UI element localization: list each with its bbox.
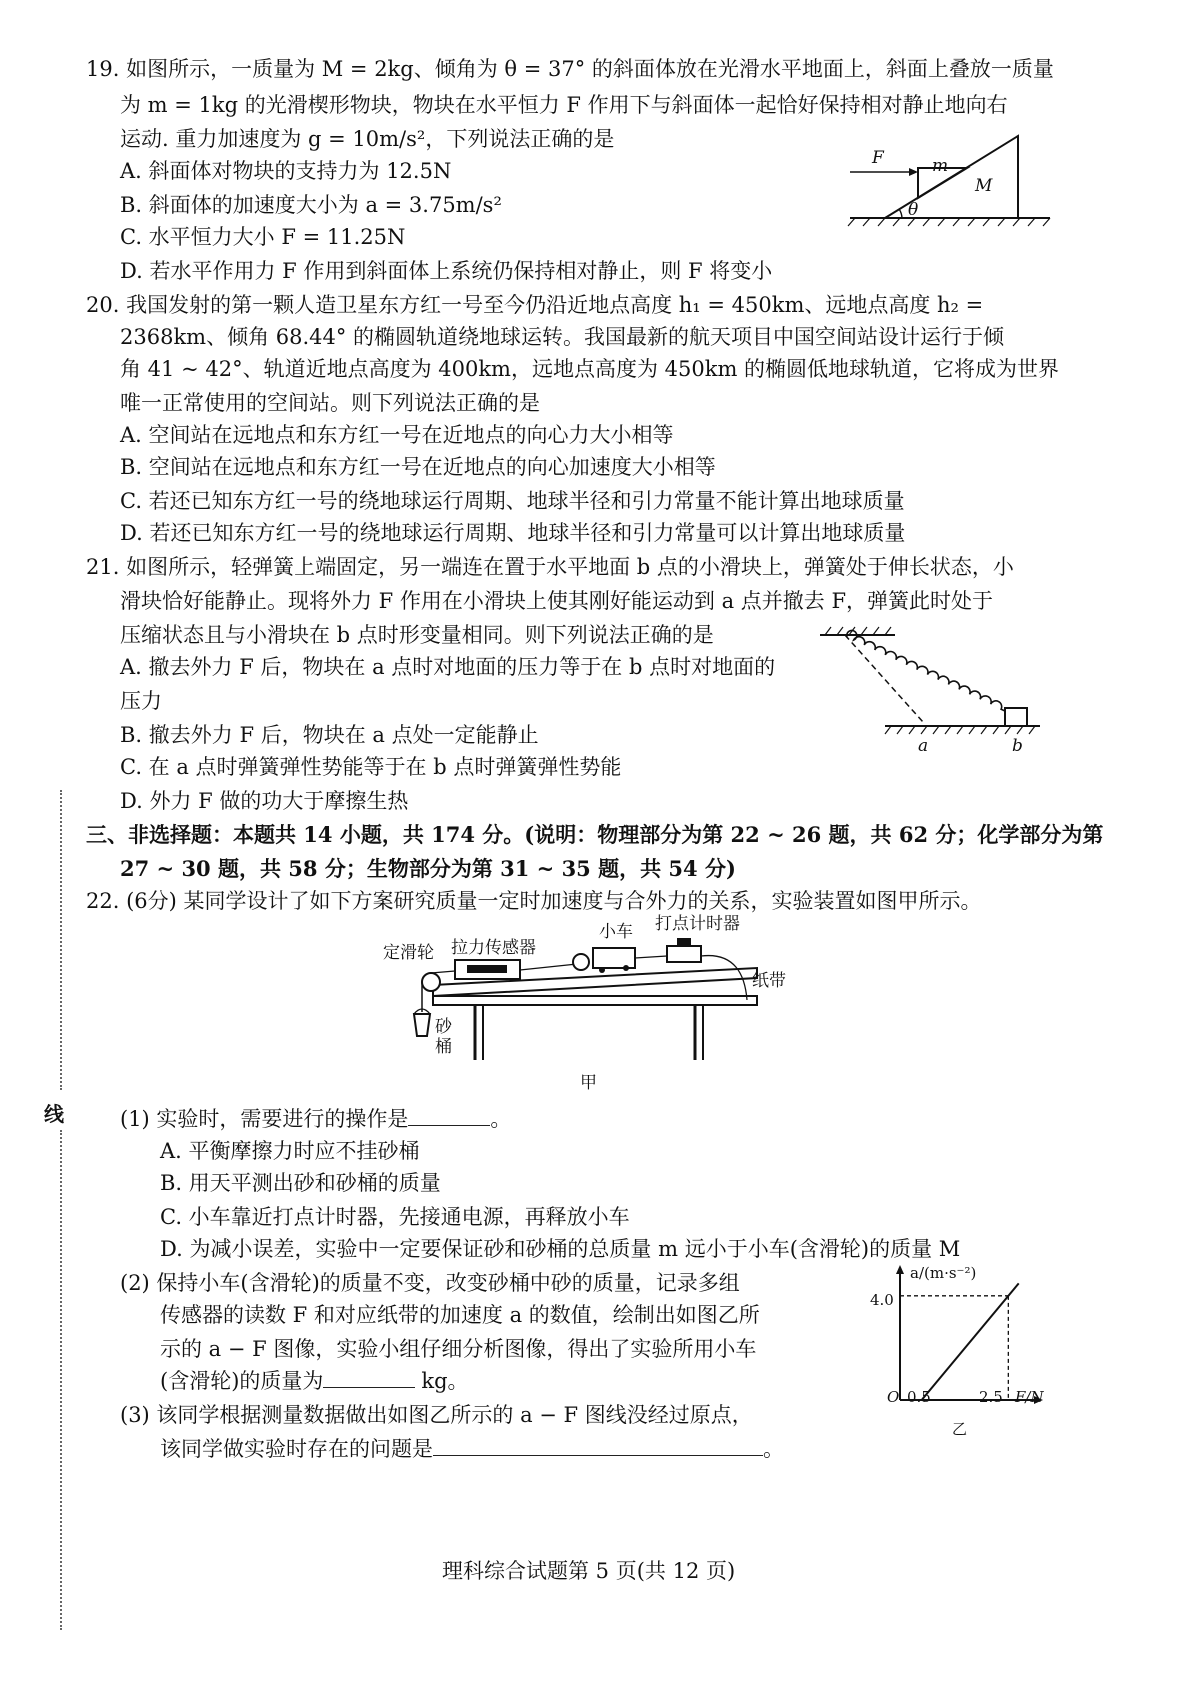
q22-part-1-option-a: A. 平衡摩擦力时应不挂砂桶 [160,1139,420,1163]
q21-option-a: A. 撤去外力 F 后，物块在 a 点时对地面的压力等于在 b 点时对地面的 [120,655,776,679]
page-footer: 理科综合试题第 5 页(共 12 页) [442,1559,736,1583]
q20-stem-line-2: 2368km、倾角 68.44° 的椭圆轨道绕地球运转。我国最新的航天项目中国空间站设计运行于倾 [120,325,1005,349]
q21-stem-line-3: 压缩状态且与小滑块在 b 点时形变量相同。则下列说法正确的是 [120,623,714,647]
q22-part-3-line-1: (3) 该同学根据测量数据做出如图乙所示的 a − F 图线没经过原点， [120,1403,753,1427]
section-3-heading-line-2: 27 ~ 30 题，共 58 分；生物部分为第 31 ~ 35 题，共 54 分) [120,856,736,881]
q21-option-a-cont: 压力 [120,689,162,713]
q22-part-1-stem [120,1104,511,1134]
q21-option-b: B. 撤去外力 F 后，物块在 a 点处一定能静止 [120,723,539,747]
binding-margin-dots-top [60,790,62,1090]
q22-part-3-line-2-text: 该同学做实验时存在的问题是 [160,1437,433,1461]
q22-part-2-unit: kg。 [421,1369,469,1393]
q22-fig-label-tape: 纸带 [752,971,786,991]
q22-fig-label-sensor: 拉力传感器 [451,938,536,958]
q22-part-2-line-3: 示的 a − F 图像，实验小组仔细分析图像，得出了实验所用小车 [160,1337,757,1361]
q19-stem-line-1: 19. 如图所示，一质量为 M = 2kg、倾角为 θ = 37° 的斜面体放在光滑水平地面上，斜面上叠放一质量 [86,57,1054,81]
a-f-graph-caption: 乙 [952,1420,968,1438]
q20-option-b: B. 空间站在远地点和东方红一号在近地点的向心加速度大小相等 [120,455,716,479]
q20-option-c: C. 若还已知东方红一号的绕地球运行周期、地球半径和引力常量不能计算出地球质量 [120,489,905,513]
section-3-heading-line-1: 三、非选择题：本题共 14 小题，共 174 分。(说明：物理部分为第 22 ~ 26 题，共 62 分；化学部分为第 [86,822,1104,847]
q21-option-d: D. 外力 F 做的功大于摩擦生热 [120,789,409,813]
q22-fig-label-cart: 小车 [599,922,633,942]
q19-fig-label-F: F [872,148,884,168]
q22-part-1-option-d: D. 为减小误差，实验中一定要保证砂和砂桶的总质量 m 远小于小车(含滑轮)的质量 M [160,1237,961,1261]
q21-option-c: C. 在 a 点时弹簧弹性势能等于在 b 点时弹簧弹性势能 [120,755,622,779]
q22-intro: 22. (6分) 某同学设计了如下方案研究质量一定时加速度与合外力的关系，实验装置如图甲所示。 [86,889,982,913]
q22-part-3-line-2 [160,1434,784,1464]
a-f-graph-data-line [922,1283,1019,1400]
q21-fig-label-b: b [1012,736,1023,756]
q21-stem-line-1: 21. 如图所示，轻弹簧上端固定，另一端连在置于水平地面 b 点的小滑块上，弹簧处于伸长状态，小 [86,555,1014,579]
q20-stem-line-4: 唯一正常使用的空间站。则下列说法正确的是 [120,391,540,415]
q22-part-3-end: 。 [763,1437,784,1461]
q19-stem-line-3: 运动. 重力加速度为 g = 10m/s²，下列说法正确的是 [120,127,615,151]
a-f-graph-ylabel: a/(m·s⁻²) [910,1264,977,1282]
a-f-graph-origin: O [887,1388,900,1406]
q20-option-d: D. 若还已知东方红一号的绕地球运行周期、地球半径和引力常量可以计算出地球质量 [120,521,906,545]
q22-part-2-line-4-text: (含滑轮)的质量为 [160,1369,324,1393]
q22-part-2-answer-blank[interactable] [323,1367,415,1388]
q22-part-2-line-1: (2) 保持小车(含滑轮)的质量不变，改变砂桶中砂的质量，记录多组 [120,1271,740,1295]
q21-stem-line-2: 滑块恰好能静止。现将外力 F 作用在小滑块上使其刚好能运动到 a 点并撤去 F，弹簧此时处于 [120,589,994,613]
a-f-graph-ytick-0: 4.0 [870,1291,894,1309]
q22-part-2-line-4 [160,1366,469,1396]
q21-spring-figure [815,625,1055,750]
q22-fig-caption-jia: 甲 [580,1073,597,1093]
q20-stem-line-1: 20. 我国发射的第一颗人造卫星东方红一号至今仍沿近地点高度 h₁ = 450km、远地点高度 h₂ = [86,293,984,317]
q22-part-1-stem-end: 。 [490,1107,512,1131]
q19-stem-line-2: 为 m = 1kg 的光滑楔形物块，物块在水平恒力 F 作用下与斜面体一起恰好保持相对静止地向右 [120,93,1008,117]
q19-option-c: C. 水平恒力大小 F = 11.25N [120,225,406,249]
q19-fig-label-M: M [975,176,993,196]
q22-fig-label-bucket-2: 桶 [435,1037,452,1057]
q22-part-1-answer-blank[interactable] [408,1105,490,1126]
q19-option-a: A. 斜面体对物块的支持力为 12.5N [120,159,452,183]
a-f-graph-xlabel: F/N [1015,1388,1044,1406]
q19-option-b: B. 斜面体的加速度大小为 a = 3.75m/s² [120,193,502,217]
a-f-graph-xtick-0: 0.5 [907,1388,931,1406]
q22-part-1-option-b: B. 用天平测出砂和砂桶的质量 [160,1171,441,1195]
q21-fig-label-a: a [918,736,929,756]
binding-margin-mark: 线 [44,1102,64,1126]
q22-part-3-answer-blank[interactable] [433,1435,763,1456]
q20-option-a: A. 空间站在远地点和东方红一号在近地点的向心力大小相等 [120,423,674,447]
q19-option-d: D. 若水平作用力 F 作用到斜面体上系统仍保持相对静止，则 F 将变小 [120,259,773,283]
a-f-graph-y-arrow [896,1265,904,1274]
q22-fig-label-bucket-1: 砂 [435,1017,452,1037]
q22-part-1-option-c: C. 小车靠近打点计时器，先接通电源，再释放小车 [160,1205,630,1229]
a-f-graph-xtick-1: 2.5 [979,1388,1003,1406]
q20-stem-line-3: 角 41 ~ 42°、轨道近地点高度为 400km，远地点高度为 450km 的椭圆低地球轨道，它将成为世界 [120,357,1060,381]
q22-fig-label-timer: 打点计时器 [655,914,740,934]
q22-part-2-line-2: 传感器的读数 F 和对应纸带的加速度 a 的数值，绘制出如图乙所 [160,1303,760,1327]
binding-margin-dots-bottom [60,1130,62,1630]
q22-fig-label-pulley: 定滑轮 [383,943,434,963]
q22-part-1-stem-text: (1) 实验时，需要进行的操作是 [120,1107,409,1131]
q19-incline-figure [840,130,1070,240]
q19-fig-label-m: m [932,156,949,176]
q19-fig-label-theta: θ [908,200,919,220]
